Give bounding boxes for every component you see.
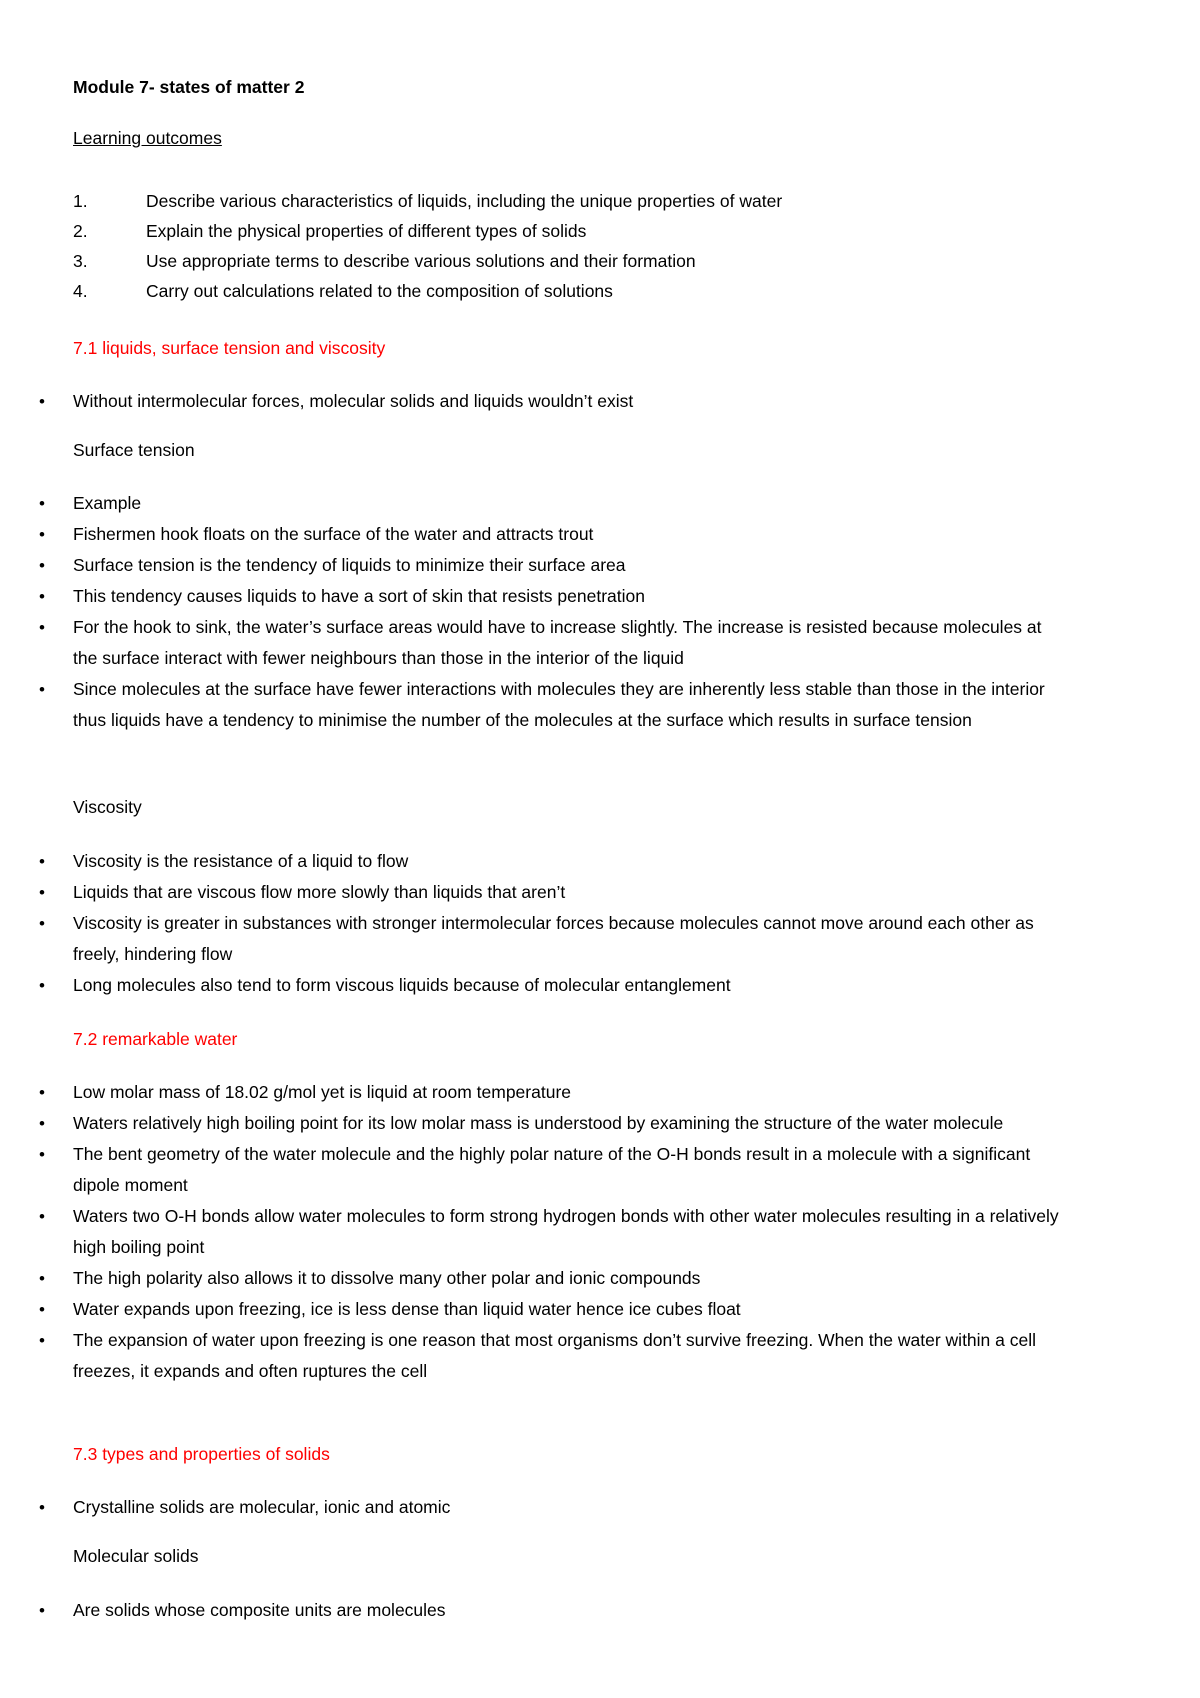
molecular-solids-list [0, 1595, 1060, 1626]
bullet-icon: • [39, 556, 45, 575]
list-item [0, 581, 1060, 612]
list-item [0, 386, 1060, 417]
list-item-text: This tendency causes liquids to have a sort of skin that resists penetration [73, 586, 645, 606]
list-item-text: The expansion of water upon freezing is one reason that most organisms don’t survive freezing. When the water within a cell freezes, it expands and often ruptures the cell [73, 1330, 1037, 1381]
section-heading-7-1: 7.1 liquids, surface tension and viscosity [73, 338, 386, 358]
list-text: Explain the physical properties of different types of solids [146, 221, 587, 241]
list-text: Carry out calculations related to the composition of solutions [146, 281, 613, 301]
list-item [0, 970, 1060, 1001]
list-item [0, 1294, 1060, 1325]
list-item [0, 488, 1060, 519]
list-text: Use appropriate terms to describe various solutions and their formation [146, 251, 696, 271]
list-item-text: Water expands upon freezing, ice is less dense than liquid water hence ice cubes float [73, 1299, 741, 1319]
list-item-text: Crystalline solids are molecular, ionic and atomic [73, 1497, 451, 1517]
list-number: 4. [73, 281, 88, 301]
list-item [0, 908, 1060, 970]
surface-tension-list [0, 488, 1060, 736]
bullet-icon: • [39, 1145, 45, 1164]
bullet-icon: • [39, 1498, 45, 1517]
list-number: 3. [73, 251, 88, 271]
list-text: Describe various characteristics of liquids, including the unique properties of water [146, 191, 783, 211]
bullet-icon: • [39, 1083, 45, 1102]
list-item [0, 674, 1060, 736]
bullet-icon: • [39, 1331, 45, 1350]
bullet-icon: • [39, 914, 45, 933]
list-item [0, 1201, 1060, 1263]
list-item-text: Long molecules also tend to form viscous liquids because of molecular entanglement [73, 975, 731, 995]
list-item-text: Without intermolecular forces, molecular solids and liquids wouldn’t exist [73, 391, 634, 411]
list-number: 1. [73, 191, 88, 211]
list-item [0, 612, 1060, 674]
bullet-icon: • [39, 525, 45, 544]
list-item-text: Viscosity is greater in substances with stronger intermolecular forces because molecules cannot move around each other as freely, hindering flow [73, 913, 1034, 964]
section-heading-7-3: 7.3 types and properties of solids [73, 1444, 330, 1464]
subheading-viscosity: Viscosity [73, 797, 142, 817]
list-item-text: For the hook to sink, the water’s surface areas would have to increase slightly. The increase is resisted because molecules at the surface interact with fewer neighbours than those in the interior of the liquid [73, 617, 1042, 668]
section-7-2-list [0, 1077, 1060, 1387]
list-item-text: Example [73, 493, 142, 513]
bullet-icon: • [39, 1269, 45, 1288]
list-item-text: Waters two O-H bonds allow water molecules to form strong hydrogen bonds with other water molecules resulting in a relatively high boiling point [73, 1206, 1059, 1257]
list-item-text: The bent geometry of the water molecule and the highly polar nature of the O-H bonds result in a molecule with a significant dipole moment [73, 1144, 1031, 1195]
list-item [0, 1325, 1060, 1387]
list-item-text: Surface tension is the tendency of liquids to minimize their surface area [73, 555, 626, 575]
list-item-text: Liquids that are viscous flow more slowly than liquids that aren’t [73, 882, 566, 902]
bullet-icon: • [39, 680, 45, 699]
section-7-3-intro-list [0, 1492, 1060, 1523]
bullet-icon: • [39, 1207, 45, 1226]
list-item [0, 1595, 1060, 1626]
list-item [0, 1263, 1060, 1294]
list-item-text: Waters relatively high boiling point for its low molar mass is understood by examining the structure of the water molecule [73, 1113, 1004, 1133]
bullet-icon: • [39, 976, 45, 995]
subheading-molecular-solids: Molecular solids [73, 1546, 199, 1566]
list-item [0, 519, 1060, 550]
bullet-icon: • [39, 392, 45, 411]
list-item-text: Are solids whose composite units are molecules [73, 1600, 446, 1620]
subheading-surface-tension: Surface tension [73, 440, 195, 460]
list-item [0, 1077, 1060, 1108]
bullet-icon: • [39, 1114, 45, 1133]
list-item-text: Low molar mass of 18.02 g/mol yet is liquid at room temperature [73, 1082, 571, 1102]
list-item [0, 877, 1060, 908]
list-item [0, 1108, 1060, 1139]
section-7-1-intro-list [0, 386, 1060, 417]
viscosity-list [0, 846, 1060, 1001]
list-item [0, 1492, 1060, 1523]
bullet-icon: • [39, 1601, 45, 1620]
bullet-icon: • [39, 587, 45, 606]
bullet-icon: • [39, 1300, 45, 1319]
list-item [0, 846, 1060, 877]
list-item-text: Fishermen hook floats on the surface of the water and attracts trout [73, 524, 594, 544]
section-heading-7-2: 7.2 remarkable water [73, 1029, 238, 1049]
document-title: Module 7- states of matter 2 [73, 77, 305, 97]
list-item-text: Viscosity is the resistance of a liquid to flow [73, 851, 409, 871]
list-item-text: Since molecules at the surface have fewer interactions with molecules they are inherently less stable than those in the interior thus liquids have a tendency to minimise the number of the molecules at the surface which results in surface tension [73, 679, 1045, 730]
list-number: 2. [73, 221, 88, 241]
bullet-icon: • [39, 852, 45, 871]
list-item [0, 550, 1060, 581]
bullet-icon: • [39, 618, 45, 637]
bullet-icon: • [39, 883, 45, 902]
list-item-text: The high polarity also allows it to dissolve many other polar and ionic compounds [73, 1268, 701, 1288]
learning-outcomes-heading: Learning outcomes [73, 128, 222, 148]
list-item [0, 1139, 1060, 1201]
bullet-icon: • [39, 494, 45, 513]
